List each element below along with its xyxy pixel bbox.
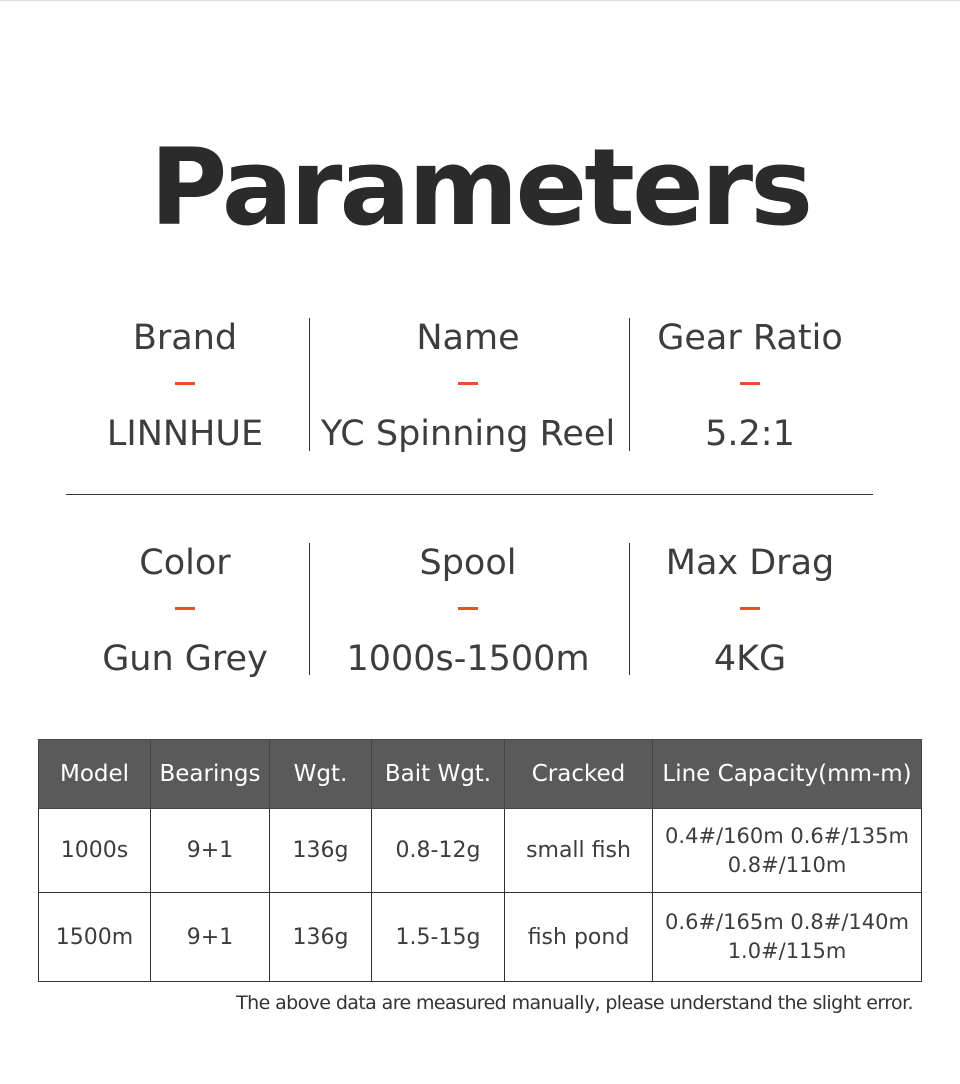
parameters-table (38, 739, 922, 982)
accent-dash (458, 607, 478, 610)
cell-bait-weight: 0.8-12g (372, 809, 505, 893)
spec-label: Spool (419, 543, 517, 583)
cell-weight: 136g (270, 809, 372, 893)
spec-label: Color (139, 543, 231, 583)
spec-label: Max Drag (665, 543, 835, 583)
spec-max-drag (590, 543, 910, 683)
cell-cracked: fish pond (505, 893, 653, 982)
cell-line-capacity (653, 809, 922, 893)
header-cracked: Cracked (505, 740, 653, 809)
header-model: Model (39, 740, 151, 809)
row-divider (66, 494, 873, 495)
cell-weight: 136g (270, 893, 372, 982)
spec-value: 5.2:1 (705, 414, 795, 454)
spec-value: LINNHUE (106, 414, 264, 454)
cell-cracked: small fish (505, 809, 653, 893)
cell-model: 1500m (39, 893, 151, 982)
spec-row-1 (25, 318, 925, 458)
header-weight: Wgt. (270, 740, 372, 809)
capacity-line: 0.6#/165m 0.8#/140m (665, 910, 909, 934)
column-divider (629, 318, 630, 451)
cell-model: 1000s (39, 809, 151, 893)
spec-value: 1000s-1500m (346, 639, 590, 679)
accent-dash (740, 607, 760, 610)
spec-value: YC Spinning Reel (320, 414, 616, 454)
cell-bearings: 9+1 (151, 809, 270, 893)
header-bait-weight: Bait Wgt. (372, 740, 505, 809)
top-divider (0, 0, 960, 1)
accent-dash (458, 382, 478, 385)
accent-dash (175, 382, 195, 385)
accent-dash (175, 607, 195, 610)
table-row (39, 893, 922, 982)
spec-value: Gun Grey (102, 639, 268, 679)
spec-brand (25, 318, 345, 458)
column-divider (309, 543, 310, 675)
spec-spool (308, 543, 628, 683)
table-header-row (39, 740, 922, 809)
spec-row-2 (25, 543, 925, 683)
spec-color (25, 543, 345, 683)
spec-name (308, 318, 628, 458)
column-divider (309, 318, 310, 451)
capacity-line: 0.4#/160m 0.6#/135m (665, 823, 909, 848)
accent-dash (740, 382, 760, 385)
column-divider (629, 543, 630, 675)
spec-label: Gear Ratio (657, 318, 843, 358)
capacity-line: 0.8#/110m (727, 852, 847, 877)
header-line-capacity: Line Capacity(mm-m) (653, 740, 922, 809)
page-title: Parameters (149, 126, 811, 249)
cell-line-capacity (653, 893, 922, 982)
spec-label: Brand (132, 318, 238, 358)
spec-label: Name (416, 318, 520, 358)
cell-bearings: 9+1 (151, 893, 270, 982)
spec-value: 4KG (713, 639, 787, 679)
spec-gear-ratio (590, 318, 910, 458)
header-bearings: Bearings (151, 740, 270, 809)
table-row (39, 809, 922, 893)
cell-bait-weight: 1.5-15g (372, 893, 505, 982)
capacity-line: 1.0#/115m (727, 939, 847, 963)
disclaimer-note: The above data are measured manually, please understand the slight error. (236, 992, 913, 1014)
